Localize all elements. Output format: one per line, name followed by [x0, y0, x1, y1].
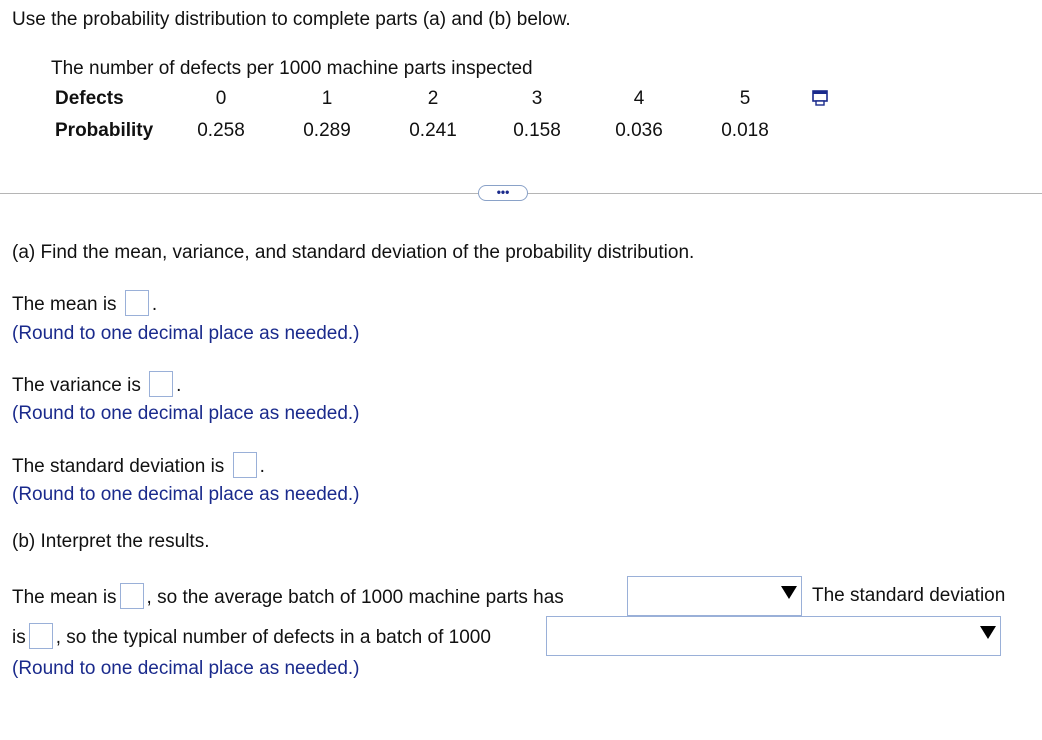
copy-table-icon[interactable] — [810, 89, 830, 107]
probability-cell: 0.158 — [513, 120, 561, 141]
mean-interpretation-dropdown[interactable] — [627, 576, 802, 616]
probability-cell: 0.258 — [197, 120, 245, 141]
interpret-round-hint: (Round to one decimal place as needed.) — [12, 658, 360, 679]
interpret-line-2 — [12, 625, 491, 651]
punctuation: . — [151, 294, 158, 316]
interpret-mean-label: The mean is — [12, 587, 117, 609]
defects-cell: 0 — [215, 88, 227, 109]
defects-cell: 3 — [531, 88, 543, 109]
dropdown-arrow-icon — [781, 586, 797, 599]
std-line — [12, 454, 265, 480]
variance-line — [12, 373, 181, 399]
dropdown-arrow-icon — [980, 626, 996, 639]
table-title: The number of defects per 1000 machine parts inspected — [51, 58, 533, 79]
std-answer-input[interactable] — [233, 452, 257, 478]
defects-cell: 2 — [427, 88, 439, 109]
punctuation: . — [259, 456, 265, 478]
defects-cell: 1 — [321, 88, 333, 109]
interpret-line-1 — [12, 585, 564, 611]
part-a-prompt: (a) Find the mean, variance, and standard deviation of the probability distribution. — [12, 242, 695, 263]
interpret-mean-input[interactable] — [120, 583, 144, 609]
probability-row-label: Probability — [55, 120, 154, 141]
defects-cell: 4 — [633, 88, 645, 109]
std-interpretation-dropdown[interactable] — [546, 616, 1001, 656]
probability-cell: 0.241 — [409, 120, 457, 141]
punctuation: . — [176, 375, 182, 397]
probability-cell: 0.036 — [615, 120, 663, 141]
defects-cell: 5 — [739, 88, 751, 109]
instruction-text: Use the probability distribution to complete parts (a) and (b) below. — [12, 9, 571, 30]
interpret-std-text: , so the typical number of defects in a batch of 1000 — [55, 627, 491, 649]
expand-more-button[interactable]: ••• — [478, 185, 528, 201]
mean-line — [12, 292, 157, 318]
std-label: The standard deviation is — [12, 456, 225, 478]
interpret-std-input[interactable] — [29, 623, 53, 649]
mean-answer-input[interactable] — [125, 290, 149, 316]
std-round-hint: (Round to one decimal place as needed.) — [12, 484, 360, 505]
defects-row-label: Defects — [55, 88, 124, 109]
interpret-std-label: is — [12, 627, 26, 649]
probability-cell: 0.018 — [721, 120, 769, 141]
std-interpret-start: The standard deviation — [812, 585, 1006, 606]
probability-cell: 0.289 — [303, 120, 351, 141]
part-b-prompt: (b) Interpret the results. — [12, 531, 210, 552]
variance-round-hint: (Round to one decimal place as needed.) — [12, 403, 360, 424]
mean-round-hint: (Round to one decimal place as needed.) — [12, 323, 360, 344]
variance-answer-input[interactable] — [149, 371, 173, 397]
variance-label: The variance is — [12, 375, 141, 397]
interpret-mean-text: , so the average batch of 1000 machine parts has — [146, 587, 564, 609]
mean-label: The mean is — [12, 294, 117, 316]
